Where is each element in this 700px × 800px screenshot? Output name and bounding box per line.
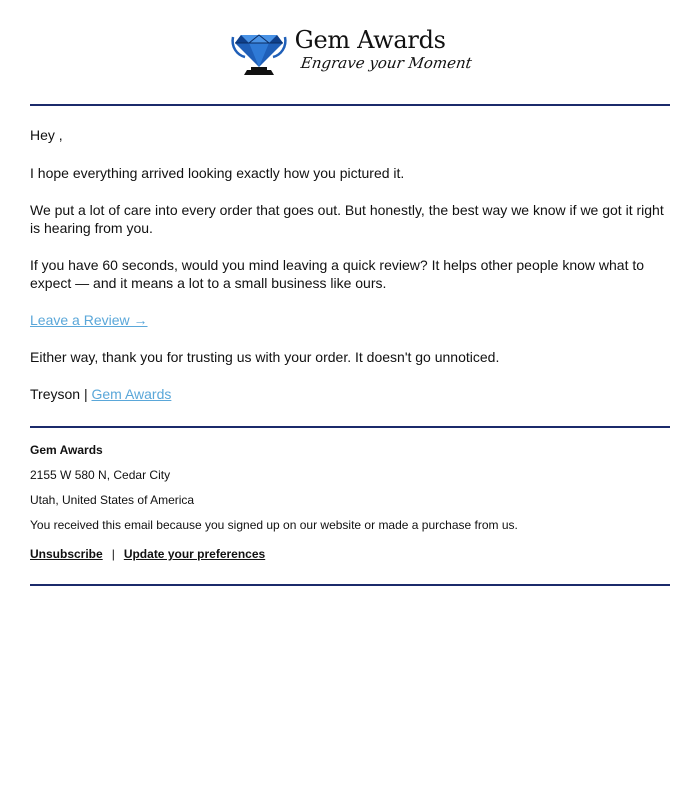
footer-divider <box>30 584 670 586</box>
brand-name: Gem Awards <box>294 26 446 54</box>
footer-address-line1: 2155 W 580 N, Cedar City <box>30 468 171 482</box>
signature-name: Treyson | <box>30 386 88 402</box>
review-link-row <box>30 311 670 329</box>
paragraph-care: We put a lot of care into every order that goes out. But honestly, the best way we know if we got it right is hearing from you. <box>30 202 664 236</box>
greeting: Hey , <box>30 127 63 143</box>
paragraph-arrival: I hope everything arrived looking exactly how you pictured it. <box>30 165 405 181</box>
unsubscribe-link[interactable]: Unsubscribe <box>30 547 103 561</box>
footer-notice: You received this email because you signed up on our website or made a purchase from us. <box>30 518 518 532</box>
email-footer <box>30 442 670 562</box>
header-divider <box>30 104 670 106</box>
paragraph-review-request: If you have 60 seconds, would you mind leaving a quick review? It helps other people know what to expect — and it means a lot to a small business like ours. <box>30 257 645 291</box>
body-divider <box>30 426 670 428</box>
footer-link-separator: | <box>111 547 115 561</box>
diamond-gem-icon <box>229 29 289 75</box>
signature <box>30 385 670 403</box>
email-body <box>30 126 670 403</box>
footer-company: Gem Awards <box>30 443 103 457</box>
brand-tagline: Engrave your Moment <box>299 54 473 72</box>
footer-address-line2: Utah, United States of America <box>30 493 195 507</box>
update-preferences-link[interactable]: Update your preferences <box>123 547 266 561</box>
brand-logo[interactable] <box>229 27 472 75</box>
email-header <box>0 0 700 105</box>
signature-company-link[interactable]: Gem Awards <box>91 386 172 402</box>
paragraph-thanks: Either way, thank you for trusting us with your order. It doesn't go unnoticed. <box>30 349 500 365</box>
footer-links <box>30 546 670 562</box>
leave-review-link[interactable]: Leave a Review → <box>30 312 148 328</box>
